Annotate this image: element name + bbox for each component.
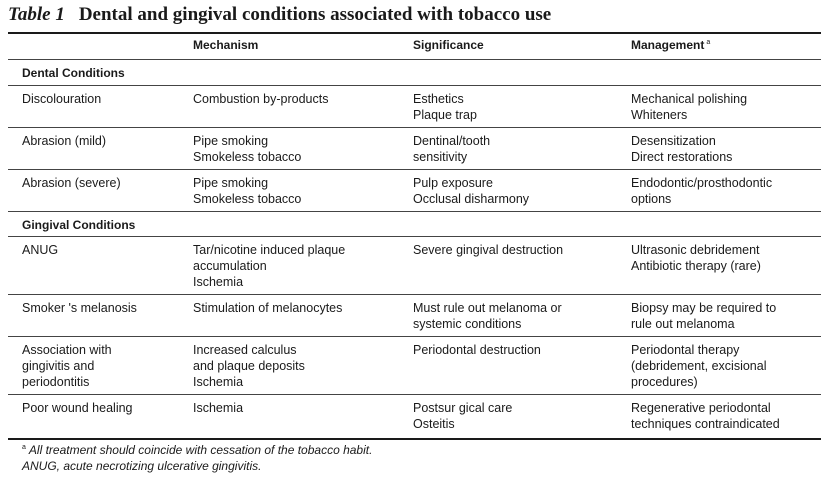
cell-line: Must rule out melanoma or (413, 301, 562, 315)
cell-line: Smoker 's melanosis (22, 301, 137, 315)
cell-line: Abrasion (severe) (22, 176, 121, 190)
cell-line: Increased calculus (193, 343, 297, 357)
mechanism-cell (193, 242, 345, 290)
cell-line: Biopsy may be required to (631, 301, 777, 315)
footnote-a (22, 443, 372, 457)
condition-cell (22, 400, 133, 416)
condition-cell (22, 300, 137, 316)
cell-line: options (631, 192, 672, 206)
significance-cell (413, 91, 477, 123)
cell-line: Osteitis (413, 417, 455, 431)
cell-line: Pulp exposure (413, 176, 493, 190)
cell-line: Mechanical polishing (631, 92, 748, 106)
cell-line: Smokeless tobacco (193, 150, 302, 164)
significance-cell (413, 133, 490, 165)
table-title-text: Dental and gingival conditions associated with tobacco use (78, 4, 552, 25)
cell-line: Ultrasonic debridement (631, 243, 760, 257)
header-mechanism: Mechanism (193, 38, 259, 52)
management-cell (631, 400, 780, 432)
cell-line: Esthetics (413, 92, 464, 106)
row-rule (8, 336, 821, 337)
row-rule (8, 211, 821, 212)
footnote-text: All treatment should coincide with cessation of the tobacco habit. (28, 443, 373, 457)
management-cell (631, 91, 747, 123)
row-rule (8, 394, 821, 395)
section-heading: Gingival Conditions (22, 218, 136, 232)
cell-line: sensitivity (413, 150, 468, 164)
management-cell (631, 133, 732, 165)
cell-line: Smokeless tobacco (193, 192, 302, 206)
significance-cell (413, 400, 512, 432)
cell-line: periodontitis (22, 375, 90, 389)
cell-line: Plaque trap (413, 108, 477, 122)
cell-line: gingivitis and (22, 359, 95, 373)
cell-line: Discolouration (22, 92, 102, 106)
cell-line: Poor wound healing (22, 401, 133, 415)
cell-line: rule out melanoma (631, 317, 735, 331)
management-cell (631, 242, 761, 274)
cell-line: Desensitization (631, 134, 716, 148)
cell-line: (debridement, excisional (631, 359, 767, 373)
mechanism-cell (193, 91, 328, 107)
significance-cell (413, 300, 562, 332)
header-rule (8, 59, 821, 60)
mechanism-cell (193, 400, 243, 416)
cell-line: Pipe smoking (193, 176, 269, 190)
condition-cell (22, 133, 106, 149)
condition-cell (22, 175, 121, 191)
cell-line: and plaque deposits (193, 359, 305, 373)
cell-line: Ischemia (193, 275, 244, 289)
header-management-label: Management (631, 38, 705, 52)
cell-line: Antibiotic therapy (rare) (631, 259, 761, 273)
cell-line: systemic conditions (413, 317, 522, 331)
cell-line: Direct restorations (631, 150, 733, 164)
table-title (8, 4, 551, 30)
cell-line: Occlusal disharmony (413, 192, 530, 206)
row-rule (8, 294, 821, 295)
header-management (631, 38, 710, 52)
cell-line: Association with (22, 343, 112, 357)
cell-line: Ischemia (193, 375, 244, 389)
significance-cell (413, 242, 563, 258)
significance-cell (413, 342, 541, 358)
cell-line: Ischemia (193, 401, 244, 415)
header-significance: Significance (413, 38, 484, 52)
section-heading: Dental Conditions (22, 66, 125, 80)
management-cell (631, 175, 772, 207)
cell-line: Dentinal/tooth (413, 134, 491, 148)
mechanism-cell (193, 342, 305, 390)
mechanism-cell (193, 175, 301, 207)
management-cell (631, 300, 776, 332)
section-rule (8, 85, 821, 86)
cell-line: procedures) (631, 375, 698, 389)
row-rule (8, 169, 821, 170)
cell-line: Periodontal therapy (631, 343, 740, 357)
cell-line: Endodontic/prosthodontic (631, 176, 773, 190)
cell-line: ANUG (22, 243, 59, 257)
footnote-mark: a (22, 444, 26, 451)
cell-line: Stimulation of melanocytes (193, 301, 343, 315)
cell-line: techniques contraindicated (631, 417, 780, 431)
mechanism-cell (193, 133, 301, 165)
table-number: Table 1 (8, 4, 65, 25)
cell-line: Regenerative periodontal (631, 401, 771, 415)
bottom-rule (8, 438, 821, 440)
cell-line: Tar/nicotine induced plaque (193, 243, 346, 257)
cell-line: Combustion by-products (193, 92, 329, 106)
header-note-mark: a (706, 39, 711, 46)
row-rule (8, 127, 821, 128)
mechanism-cell (193, 300, 342, 316)
cell-line: Pipe smoking (193, 134, 269, 148)
cell-line: Whiteners (631, 108, 688, 122)
cell-line: Abrasion (mild) (22, 134, 107, 148)
condition-cell (22, 91, 101, 107)
section-rule (8, 236, 821, 237)
top-rule (8, 32, 821, 34)
cell-line: Periodontal destruction (413, 343, 541, 357)
cell-line: Postsur gical care (413, 401, 513, 415)
condition-cell (22, 242, 58, 258)
significance-cell (413, 175, 529, 207)
cell-line: accumulation (193, 259, 267, 273)
management-cell (631, 342, 767, 390)
cell-line: Severe gingival destruction (413, 243, 564, 257)
footnote-abbrev: ANUG, acute necrotizing ulcerative gingivitis. (22, 459, 262, 473)
condition-cell (22, 342, 112, 390)
